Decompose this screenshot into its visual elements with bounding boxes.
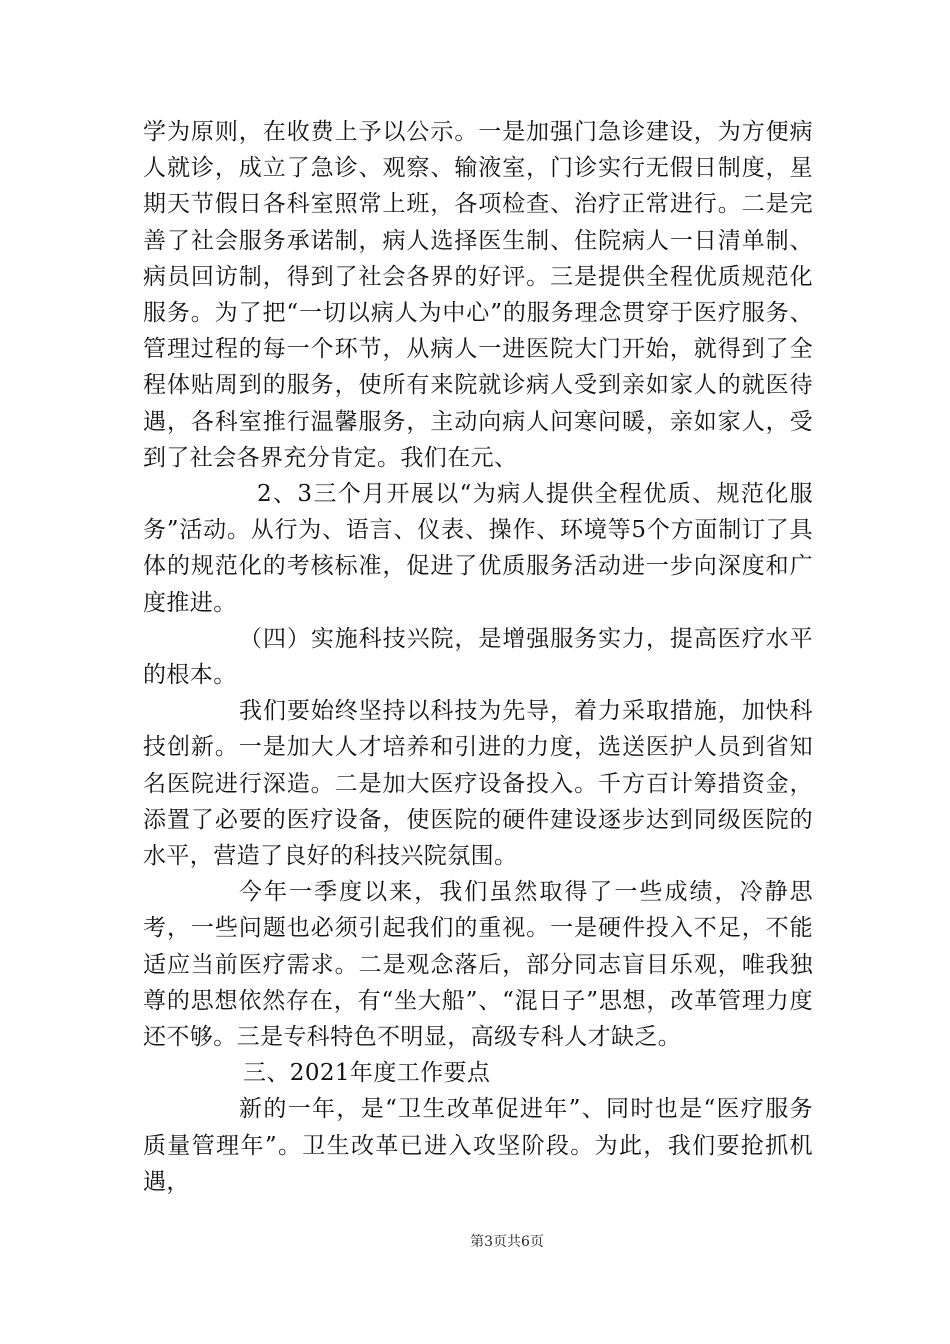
paragraph-quality-service-activity: 2、3三个月开展以“为病人提供全程优质、规范化服务”活动。从行为、语言、仪表、操作、环境等5个方面制订了具体的规范化的考核标准，促进了优质服务活动进一步向深度和广度推进。 xyxy=(143,481,813,616)
section-heading-work-points: 三、2021年度工作要点 xyxy=(243,1060,491,1087)
document-body xyxy=(143,114,813,1200)
page-number-footer: 第3页共6页 xyxy=(470,1234,544,1250)
paragraph-technology-innovation: 我们要始终坚持以科技为先导，着力采取措施，加快科技创新。一是加大人才培养和引进的力度，选送医护人员到省知名医院进行深造。二是加大医疗设备投入。千方百计筹措资金，添置了必要的医疗设备，使医院的硬件建设逐步达到同级医院的水平，营造了良好的科技兴院氛围。 xyxy=(143,698,813,870)
paragraph-new-year: 新的一年，是“卫生改革促进年”、同时也是“医疗服务质量管理年”。卫生改革已进入攻坚阶段。为此，我们要抢抓机遇， xyxy=(143,1096,813,1195)
paragraph-problems: 今年一季度以来，我们虽然取得了一些成绩，冷静思考，一些问题也必须引起我们的重视。一是硬件投入不足，不能适应当前医疗需求。二是观念落后，部分同志盲目乐观，唯我独尊的思想依然存在，有“坐大船”、“混日子”思想，改革管理力度还不够。三是专科特色不明显，高级专科人才缺乏。 xyxy=(143,879,813,1051)
section-heading-technology: （四）实施科技兴院，是增强服务实力，提高医疗水平的根本。 xyxy=(143,625,813,689)
paragraph-outpatient-services: 学为原则，在收费上予以公示。一是加强门急诊建设，为方便病人就诊，成立了急诊、观察、输液室，门诊实行无假日制度，星期天节假日各科室照常上班，各项检查、治疗正常进行。二是完善了社会服务承诺制，病人选择医生制、住院病人一日清单制、病员回访制，得到了社会各界的好评。三是提供全程优质规范化服务。为了把“一切以病人为中心”的服务理念贯穿于医疗服务、管理过程的每一个环节，从病人一进医院大门开始，就得到了全程体贴周到的服务，使所有来院就诊病人受到亲如家人的就医待遇，各科室推行温馨服务，主动向病人问寒问暖，亲如家人，受到了社会各界充分肯定。我们在元、 xyxy=(143,119,813,471)
